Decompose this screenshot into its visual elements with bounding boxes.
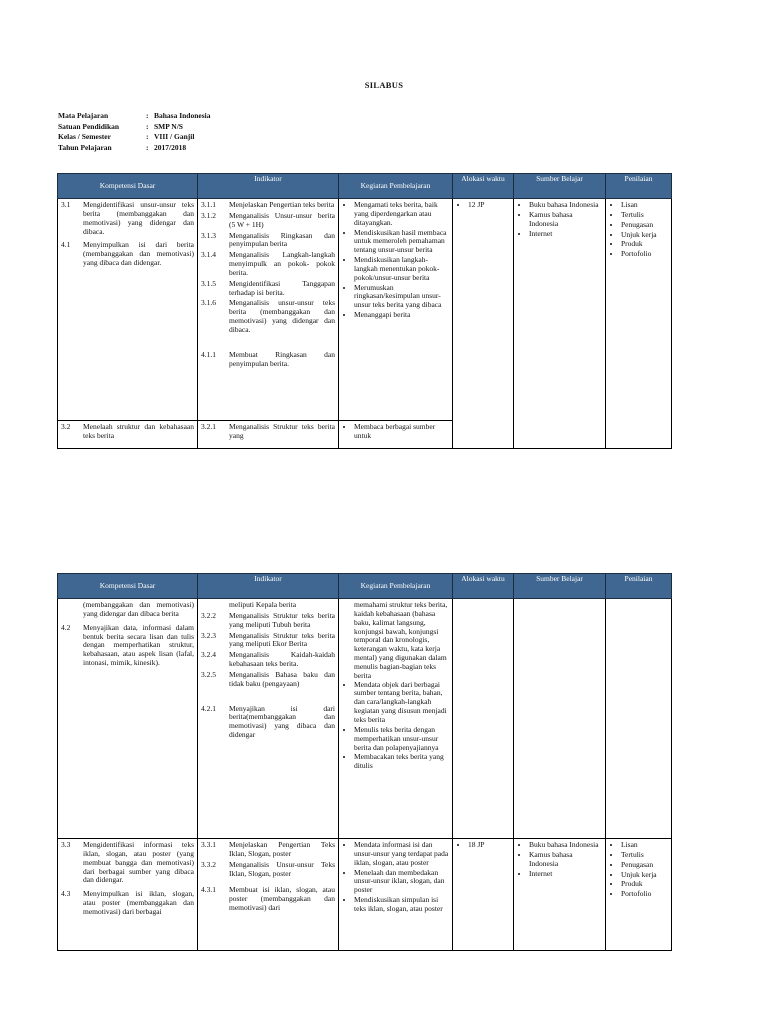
list-item: • Kamus bahasa Indonesia — [529, 211, 602, 229]
indikator-number: 4.1.1 — [201, 349, 216, 359]
penilaian-list — [609, 841, 668, 899]
meta-label: Mata Pelajaran — [58, 111, 109, 120]
meta-row — [58, 144, 210, 155]
indikator-item — [201, 351, 335, 369]
alokasi-cell — [453, 199, 514, 449]
kompetensi-dasar-cell — [58, 199, 198, 421]
list-item: • Mendiskusikan hasil membaca untuk memeroleh pemahaman tentang unsur-unsur berita — [354, 229, 449, 256]
kegiatan-cell — [339, 839, 453, 951]
sumber-cell — [514, 199, 606, 449]
indikator-item — [201, 861, 335, 879]
indikator-cell — [198, 599, 339, 839]
syllabus-table-1 — [57, 173, 672, 449]
list-item: • Kamus bahasa Indonesia — [529, 851, 602, 869]
kd-item — [61, 423, 194, 441]
indikator-number: 3.1.4 — [201, 250, 216, 260]
indikator-number: 3.1.1 — [201, 200, 216, 209]
document-title: SILABUS — [364, 80, 404, 90]
spacer — [201, 691, 335, 705]
indikator-item — [201, 612, 335, 630]
header-sumber: Sumber Belajar — [514, 174, 606, 199]
kegiatan-list — [342, 681, 449, 771]
meta-value: 2017/2018 — [154, 142, 187, 152]
indikator-text: Menganalisis Unsur-unsur berita (5 W + 1H) — [229, 210, 335, 229]
kompetensi-dasar-cell — [58, 421, 198, 449]
meta-separator: : — [146, 121, 149, 131]
kd-item — [61, 241, 194, 268]
kd-item — [61, 624, 194, 668]
indikator-cell — [198, 421, 339, 449]
meta-row — [58, 133, 210, 144]
indikator-text: Menganalisis Struktur teks berita yang — [229, 422, 335, 440]
list-item: • Menanggapi berita — [354, 311, 449, 320]
indikator-text: meliputi Kepala berita — [229, 600, 297, 609]
penilaian-cell — [606, 599, 672, 839]
indikator-number: 3.2.2 — [201, 610, 216, 620]
kd-item — [61, 201, 194, 236]
indikator-text: Menyajikan isi dari berita(membanggakan dan memotivasi) yang dibaca dan didengar — [229, 703, 335, 740]
list-item: • Unjuk kerja — [621, 231, 668, 240]
alokasi-list — [456, 201, 510, 210]
indikator-item — [201, 705, 335, 740]
kd-number: 4.2 — [61, 622, 71, 632]
indikator-item — [201, 201, 335, 210]
indikator-item — [201, 423, 335, 441]
indikator-number: 3.2.3 — [201, 630, 216, 640]
header-penilaian: Penilaian — [606, 574, 672, 599]
indikator-number: 3.3.1 — [201, 840, 216, 849]
sumber-list — [517, 841, 602, 878]
indikator-number: 4.2.1 — [201, 703, 216, 713]
header-kompetensi-dasar: Kompetensi Dasar — [58, 174, 198, 199]
indikator-text: Menganalisis Ringkasan dan penyimpulan berita — [229, 230, 335, 249]
indikator-text: Membuat isi iklan, slogan, atau poster (membanggakan dan memotivasi) dari — [229, 885, 335, 913]
indikator-text: Menganalisis Unsur-unsur Teks Iklan, Slogan, poster — [229, 859, 335, 878]
indikator-text: Menganalisis Bahasa baku dan tidak baku (pengayaan) — [229, 669, 335, 688]
indikator-item — [201, 212, 335, 230]
indikator-item — [201, 671, 335, 689]
table-row — [58, 199, 672, 421]
indikator-text: Menganalisis Struktur teks berita yang meliputi Tubuh berita — [229, 610, 335, 629]
meta-value: Bahasa Indonesia — [154, 111, 211, 120]
indikator-item — [201, 841, 335, 859]
kd-text: Mengidentifikasi unsur-unsur teks berita (membanggakan dan memotivasi) yang didengar dan dibaca. — [83, 200, 194, 236]
kd-item — [61, 841, 194, 885]
kd-number — [61, 601, 83, 619]
list-item: • Unjuk kerja — [621, 871, 668, 880]
spacer — [201, 337, 335, 351]
list-item: • Mendiskusikan simpulan isi teks iklan, slogan, atau poster — [354, 896, 449, 914]
kd-text: Menyajikan data, informasi dalam bentuk berita secara lisan dan tulis dengan memperhatikan struktur, kebahasaan, atau aspek lisan (lafal, intonasi, mimik, kinesik). — [83, 622, 194, 668]
kd-number: 4.1 — [61, 240, 71, 250]
list-item: • Portofolio — [621, 250, 668, 259]
list-item: • Membacakan teks berita yang ditulis — [354, 753, 449, 771]
list-item: • Produk — [621, 240, 668, 249]
header-indikator: Indikator — [198, 574, 339, 599]
meta-separator: : — [146, 132, 149, 141]
list-item: • 12 JP — [468, 201, 510, 210]
meta-label: Tahun Pelajaran — [58, 142, 112, 152]
meta-value: VIII / Ganjil — [154, 132, 195, 141]
indikator-text: Menganalisis Kaidah-kaidah kebahasaan teks berita. — [229, 650, 335, 669]
kompetensi-dasar-cell — [58, 839, 198, 951]
indikator-item — [201, 632, 335, 650]
indikator-item — [201, 886, 335, 913]
indikator-number: 3.1.5 — [201, 278, 216, 288]
alokasi-list — [456, 841, 510, 850]
penilaian-cell — [606, 199, 672, 449]
indikator-text: Menjelaskan Pengertian Teks Iklan, Slogan, poster — [229, 840, 335, 858]
indikator-text: Mengidentifikasi Tanggapan terhadap isi berita. — [229, 278, 335, 297]
indikator-number: 3.2.5 — [201, 669, 216, 679]
kd-item — [61, 890, 194, 917]
sumber-cell — [514, 839, 606, 951]
indikator-number: 3.1.2 — [201, 210, 216, 220]
header-alokasi: Alokasi waktu — [453, 574, 514, 599]
alokasi-cell — [453, 599, 514, 839]
list-item: • Lisan — [621, 841, 668, 850]
penilaian-list — [609, 201, 668, 259]
list-item: • Portofolio — [621, 890, 668, 899]
kd-text: Menelaah struktur dan kebahasaan teks berita — [83, 422, 194, 440]
list-item: • Merumuskan ringkasan/kesimpulan unsur-unsur teks berita yang dibaca — [354, 284, 449, 311]
indikator-number: 3.1.6 — [201, 298, 216, 308]
kd-text: Menyimpulkan isi dari berita (membanggakan dan memotivasi) yang dibaca dan didengar. — [83, 240, 194, 268]
kd-text: Mengidentifikasi informasi teks iklan, slogan, atau poster (yang membuat bangga dan memotivasi) dari berbagai sumber yang dibaca dan didengar. — [83, 840, 194, 885]
kd-number: 4.3 — [61, 889, 71, 899]
kompetensi-dasar-cell — [58, 599, 198, 839]
alokasi-cell — [453, 839, 514, 951]
meta-separator: : — [146, 142, 149, 152]
indikator-item — [201, 601, 335, 610]
list-item: • Penugasan — [621, 861, 668, 870]
indikator-item — [201, 251, 335, 278]
header-alokasi: Alokasi waktu — [453, 174, 514, 199]
meta-row — [58, 112, 210, 123]
indikator-text: Menganalisis Langkah-langkah menyimpulk an pokok- pokok berita. — [229, 250, 335, 277]
kegiatan-cell — [339, 421, 453, 449]
meta-value: SMP N/S — [154, 121, 183, 131]
kd-item — [61, 601, 194, 619]
indikator-text: Membuat Ringkasan dan penyimpulan berita. — [229, 349, 335, 368]
list-item: • Lisan — [621, 201, 668, 210]
indikator-cell — [198, 199, 339, 421]
list-item: • 18 JP — [468, 841, 510, 850]
header-kegiatan: Kegiatan Pembelajaran — [339, 574, 453, 599]
kd-number: 3.2 — [61, 422, 71, 431]
header-kompetensi-dasar: Kompetensi Dasar — [58, 574, 198, 599]
list-item: • Penugasan — [621, 221, 668, 230]
list-item: • Buku bahasa Indonesia — [529, 201, 602, 210]
indikator-number — [201, 601, 229, 610]
list-item: • Menelaah dan membedakan unsur-unsur iklan, slogan, dan poster — [354, 869, 449, 896]
kegiatan-list — [342, 423, 449, 441]
table-header-row — [58, 574, 672, 599]
list-item: • Internet — [529, 870, 602, 879]
kegiatan-continuation: memahami struktur teks berita, kaidah kebahasaan (bahasa baku, kalimat langsung, konjungsi bawah, konjungsi temporal dan kronologis, keterangan waktu, kata kerja mental) yang digunakan dalam menulis bagian-bagian teks berita — [354, 600, 448, 680]
kd-text: Menyimpulkan isi iklan, slogan, atau poster (membanggakan dan memotivasi) dari berbagai — [83, 889, 194, 916]
indikator-item — [201, 299, 335, 334]
header-kegiatan: Kegiatan Pembelajaran — [339, 174, 453, 199]
meta-separator: : — [146, 111, 149, 120]
sumber-list — [517, 201, 602, 238]
sumber-cell — [514, 599, 606, 839]
list-item: • Mengamati teks berita, baik yang diperdengarkan atau ditayangkan. — [354, 201, 449, 228]
indikator-text: Menganalisis Struktur teks berita yang meliputi Ekor Berita — [229, 630, 335, 649]
header-indikator: Indikator — [198, 174, 339, 199]
indikator-item — [201, 232, 335, 250]
indikator-cell — [198, 839, 339, 951]
table-header-row — [58, 174, 672, 199]
kd-number: 3.3 — [61, 840, 71, 849]
kd-text: (membanggakan dan memotivasi) yang didengar dan dibaca berita — [83, 600, 194, 618]
indikator-number: 3.1.3 — [201, 230, 216, 240]
list-item: • Membaca berbagai sumber untuk — [354, 423, 449, 441]
list-item: • Mendiskusikan langkah-langkah menentukan pokok-pokok/unsur-unsur berita — [354, 256, 449, 283]
kd-number: 3.1 — [61, 200, 71, 209]
list-item: • Produk — [621, 880, 668, 889]
kegiatan-cell — [339, 599, 453, 839]
meta-label: Satuan Pendidikan — [58, 121, 120, 131]
syllabus-table-2 — [57, 573, 672, 951]
indikator-number: 3.2.1 — [201, 422, 216, 431]
kegiatan-cell — [339, 199, 453, 421]
kegiatan-list — [342, 841, 449, 914]
penilaian-cell — [606, 839, 672, 951]
indikator-number: 4.3.1 — [201, 885, 216, 895]
list-item: • Tertulis — [621, 851, 668, 860]
table-row — [58, 599, 672, 839]
list-item: • Internet — [529, 230, 602, 239]
meta-label: Kelas / Semester — [58, 132, 111, 141]
syllabus-meta — [58, 112, 210, 154]
header-penilaian: Penilaian — [606, 174, 672, 199]
list-item: • Buku bahasa Indonesia — [529, 841, 602, 850]
table-row — [58, 839, 672, 951]
list-item: • Mendata objek dari berbagai sumber tentang berita, bahan, dan cara/langkah-langkah kegiatan yang disusun menjadi teks berita — [354, 681, 449, 725]
list-item: • Tertulis — [621, 211, 668, 220]
kegiatan-list — [342, 201, 449, 320]
header-sumber: Sumber Belajar — [514, 574, 606, 599]
indikator-number: 3.2.4 — [201, 650, 216, 660]
list-item: • Mendata informasi isi dan unsur-unsur yang terdapat pada iklan, slogan, atau poster — [354, 841, 449, 868]
indikator-text: Menganalisis unsur-unsur teks berita (membanggakan dan memotivasi) yang didengar dan dibaca. — [229, 298, 335, 334]
indikator-number: 3.3.2 — [201, 859, 216, 869]
indikator-text: Menjelaskan Pengertian teks berita — [229, 200, 335, 209]
list-item: • Menulis teks berita dengan memperhatikan unsur-unsur berita dan polapenyajiannya — [354, 726, 449, 753]
indikator-item — [201, 280, 335, 298]
indikator-item — [201, 651, 335, 669]
